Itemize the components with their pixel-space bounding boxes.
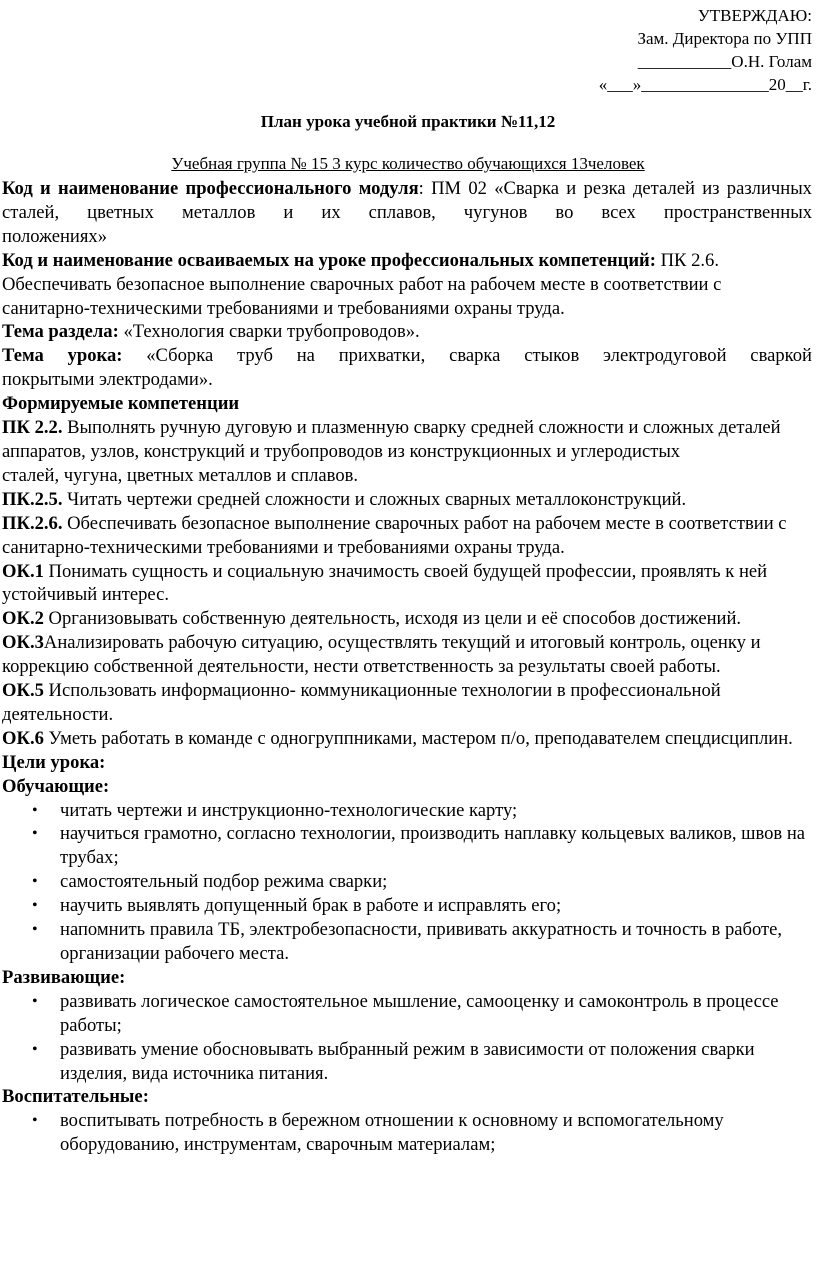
teaching-heading-text: Обучающие: bbox=[2, 775, 110, 797]
competency-text: Уметь работать в команде с одногруппниками, мастером п/о, преподавателем спецдисциплин. bbox=[43, 727, 793, 749]
approval-line-1: УТВЕРЖДАЮ: bbox=[697, 6, 812, 25]
competency-text: Выполнять ручную дуговую и плазменную сварку средней сложности и сложных деталей аппаратов, узлов, конструкций и трубопроводов из конструкционных и углеродистых bbox=[2, 417, 781, 462]
list-item: • читать чертежи и инструкционно-технологические карту; bbox=[60, 799, 812, 823]
competency-item bbox=[2, 560, 812, 608]
developing-goals-list bbox=[2, 990, 812, 1086]
section-topic bbox=[2, 320, 812, 344]
competency-item bbox=[2, 679, 812, 727]
developing-heading-text: Развивающие: bbox=[2, 966, 126, 988]
module-label: Код и наименование профессионального модуля bbox=[2, 178, 419, 199]
approval-line-3: ___________О.Н. Голам bbox=[637, 52, 812, 71]
competency-tail: сталей, чугуна, цветных металлов и сплавов. bbox=[2, 464, 359, 486]
competency-text: Обеспечивать безопасное выполнение сварочных работ на рабочем месте в соответствии с санитарно-техническими требованиями и требованиями охраны труда. bbox=[2, 512, 787, 558]
competency-code: ОК.6 bbox=[2, 727, 44, 749]
competency-code: ПК.2.6. bbox=[2, 512, 63, 534]
list-item: • научиться грамотно, согласно технологии, производить наплавку кольцевых валиков, швов на трубах; bbox=[60, 822, 812, 870]
section-topic-label: Тема раздела: bbox=[2, 321, 119, 343]
approval-block bbox=[599, 4, 812, 96]
approval-line-2: Зам. Директора по УПП bbox=[637, 29, 812, 48]
list-item: • развивать умение обосновывать выбранный режим в зависимости от положения сварки изделия, вида источника питания. bbox=[60, 1038, 812, 1086]
list-item: • развивать логическое самостоятельное мышление, самооценку и самоконтроль в процессе работы; bbox=[60, 990, 812, 1038]
competencies-code-label: Код и наименование осваиваемых на уроке профессиональных компетенций: bbox=[2, 249, 656, 271]
developing-heading bbox=[2, 966, 812, 990]
document-body bbox=[2, 177, 812, 1157]
group-line: Учебная группа № 15 3 курс количество обучающихся 13человек bbox=[171, 154, 645, 173]
competency-code: ОК.3 bbox=[2, 632, 44, 654]
teaching-heading bbox=[2, 775, 812, 799]
competency-item bbox=[2, 631, 812, 679]
module-paragraph bbox=[2, 177, 812, 225]
lesson-topic-end: покрытыми электродами». bbox=[2, 369, 213, 391]
competency-text: Анализировать рабочую ситуацию, осуществлять текущий и итоговый контроль, оценку и коррекцию собственной деятельности, нести ответственность за результаты своей работы. bbox=[2, 632, 761, 678]
formed-heading-text: Формируемые компетенции bbox=[2, 393, 240, 415]
list-item: • напомнить правила ТБ, электробезопасности, прививать аккуратность и точность в работе, организации рабочего места. bbox=[60, 918, 812, 966]
lesson-topic-label: Тема урока: bbox=[2, 345, 123, 367]
competency-text: Использовать информационно- коммуникационные технологии в профессиональной деятельности. bbox=[2, 680, 721, 725]
list-item: • воспитывать потребность в бережном отношении к основному и вспомогательному оборудованию, инструментам, сварочным материалам; bbox=[60, 1109, 812, 1157]
competency-code: ПК 2.2. bbox=[2, 417, 63, 439]
lesson-topic bbox=[2, 344, 812, 368]
competency-item bbox=[2, 727, 812, 751]
approval-line-4: «___»_______________20__г. bbox=[598, 75, 812, 94]
competency-text: Читать чертежи средней сложности и сложных сварных металлоконструкций. bbox=[62, 488, 687, 510]
competencies-code-text: ПК 2.6. Обеспечивать безопасное выполнение сварочных работ на рабочем месте в соответствии с санитарно-техническими требованиями и требованиями охраны труда. bbox=[2, 249, 722, 319]
competencies-code-paragraph bbox=[2, 249, 812, 321]
module-sep: : bbox=[418, 178, 432, 199]
teaching-goals-list bbox=[2, 799, 812, 966]
goals-heading bbox=[2, 751, 812, 775]
competency-item bbox=[2, 488, 812, 512]
educational-heading bbox=[2, 1085, 812, 1109]
competency-item bbox=[2, 416, 812, 464]
educational-heading-text: Воспитательные: bbox=[2, 1086, 149, 1108]
module-text: ПМ 02 «Сварка и резка деталей из различных сталей, цветных металлов и их сплавов, чугунов во всех пространственных bbox=[2, 178, 812, 223]
competency-text: Организовывать собственную деятельность, исходя из цели и её способов достижений. bbox=[43, 608, 742, 630]
competency-code: ОК.5 bbox=[2, 680, 44, 702]
formed-competencies-heading bbox=[2, 392, 812, 416]
lesson-topic-text: «Сборка труб на прихватки, сварка стыков электродуговой сваркой bbox=[122, 345, 812, 367]
section-topic-text: «Технология сварки трубопроводов». bbox=[118, 321, 420, 343]
competency-code: ОК.2 bbox=[2, 608, 44, 630]
competency-code: ПК.2.5. bbox=[2, 488, 63, 510]
competency-text: Понимать сущность и социальную значимость своей будущей профессии, проявлять к ней устойчивый интерес. bbox=[2, 560, 768, 606]
goals-heading-text: Цели урока: bbox=[2, 751, 106, 773]
competency-list bbox=[2, 416, 812, 751]
list-item: • самостоятельный подбор режима сварки; bbox=[60, 870, 812, 894]
competency-code: ОК.1 bbox=[2, 560, 44, 582]
module-text-end: положениях» bbox=[2, 225, 108, 247]
educational-goals-list bbox=[2, 1109, 812, 1157]
competency-item bbox=[2, 607, 812, 631]
competency-item bbox=[2, 512, 812, 560]
list-item: • научить выявлять допущенный брак в работе и исправлять его; bbox=[60, 894, 812, 918]
document-title: План урока учебной практики №11,12 bbox=[260, 112, 556, 131]
